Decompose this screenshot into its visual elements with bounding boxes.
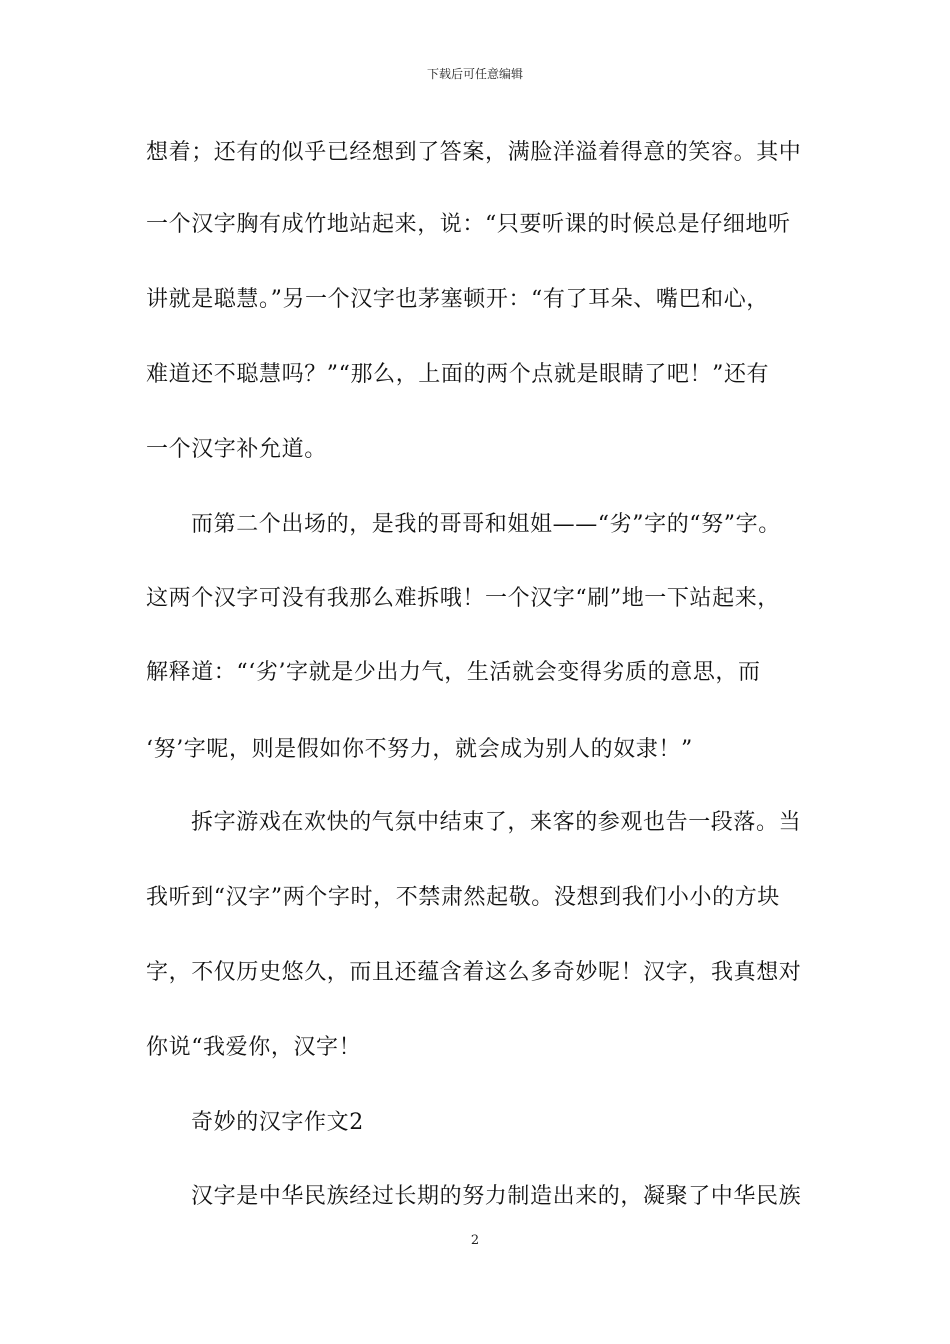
text-line: 难道还不聪慧吗？”“那么，上面的两个点就是眼睛了吧！”还有 xyxy=(146,362,770,387)
page-number: 2 xyxy=(470,1233,480,1248)
section-heading: 奇妙的汉字作文2 xyxy=(191,1110,364,1135)
page-header: 下载后可任意编辑 xyxy=(426,67,523,81)
text-line: 一个汉字胸有成竹地站起来，说：“只要听课的时候总是仔细地听 xyxy=(146,212,791,237)
text-line: 一个汉字补允道。 xyxy=(146,437,327,462)
paragraph-start-line: 汉字是中华民族经过长期的努力制造出来的，凝聚了中华民族 xyxy=(191,1184,802,1209)
text-line: 解释道：“‘劣’字就是少出力气，生活就会变得劣质的意思，而 xyxy=(146,660,761,685)
paragraph-start-line: 拆字游戏在欢快的气氛中结束了，来客的参观也告一段落。当 xyxy=(191,810,802,835)
text-line: 字，不仅历史悠久，而且还蕴含着这么多奇妙呢！汉字，我真想对 xyxy=(146,960,802,985)
paragraph-start-line: 而第二个出场的，是我的哥哥和姐姐——“劣”字的“努”字。 xyxy=(191,512,781,537)
text-line: 讲就是聪慧。”另一个汉字也茅塞顿开：“有了耳朵、嘴巴和心， xyxy=(146,287,769,312)
text-line: ‘努’字呢，则是假如你不努力，就会成为别人的奴隶！” xyxy=(146,737,693,762)
text-line: 我听到“汉字”两个字时，不禁肃然起敬。没想到我们小小的方块 xyxy=(146,885,780,910)
text-line: 这两个汉字可没有我那么难拆哦！一个汉字“刷”地一下站起来， xyxy=(146,586,780,611)
text-line: 想着；还有的似乎已经想到了答案，满脸洋溢着得意的笑容。其中 xyxy=(146,140,802,165)
text-line: 你说“我爱你，汉字！ xyxy=(146,1035,362,1060)
